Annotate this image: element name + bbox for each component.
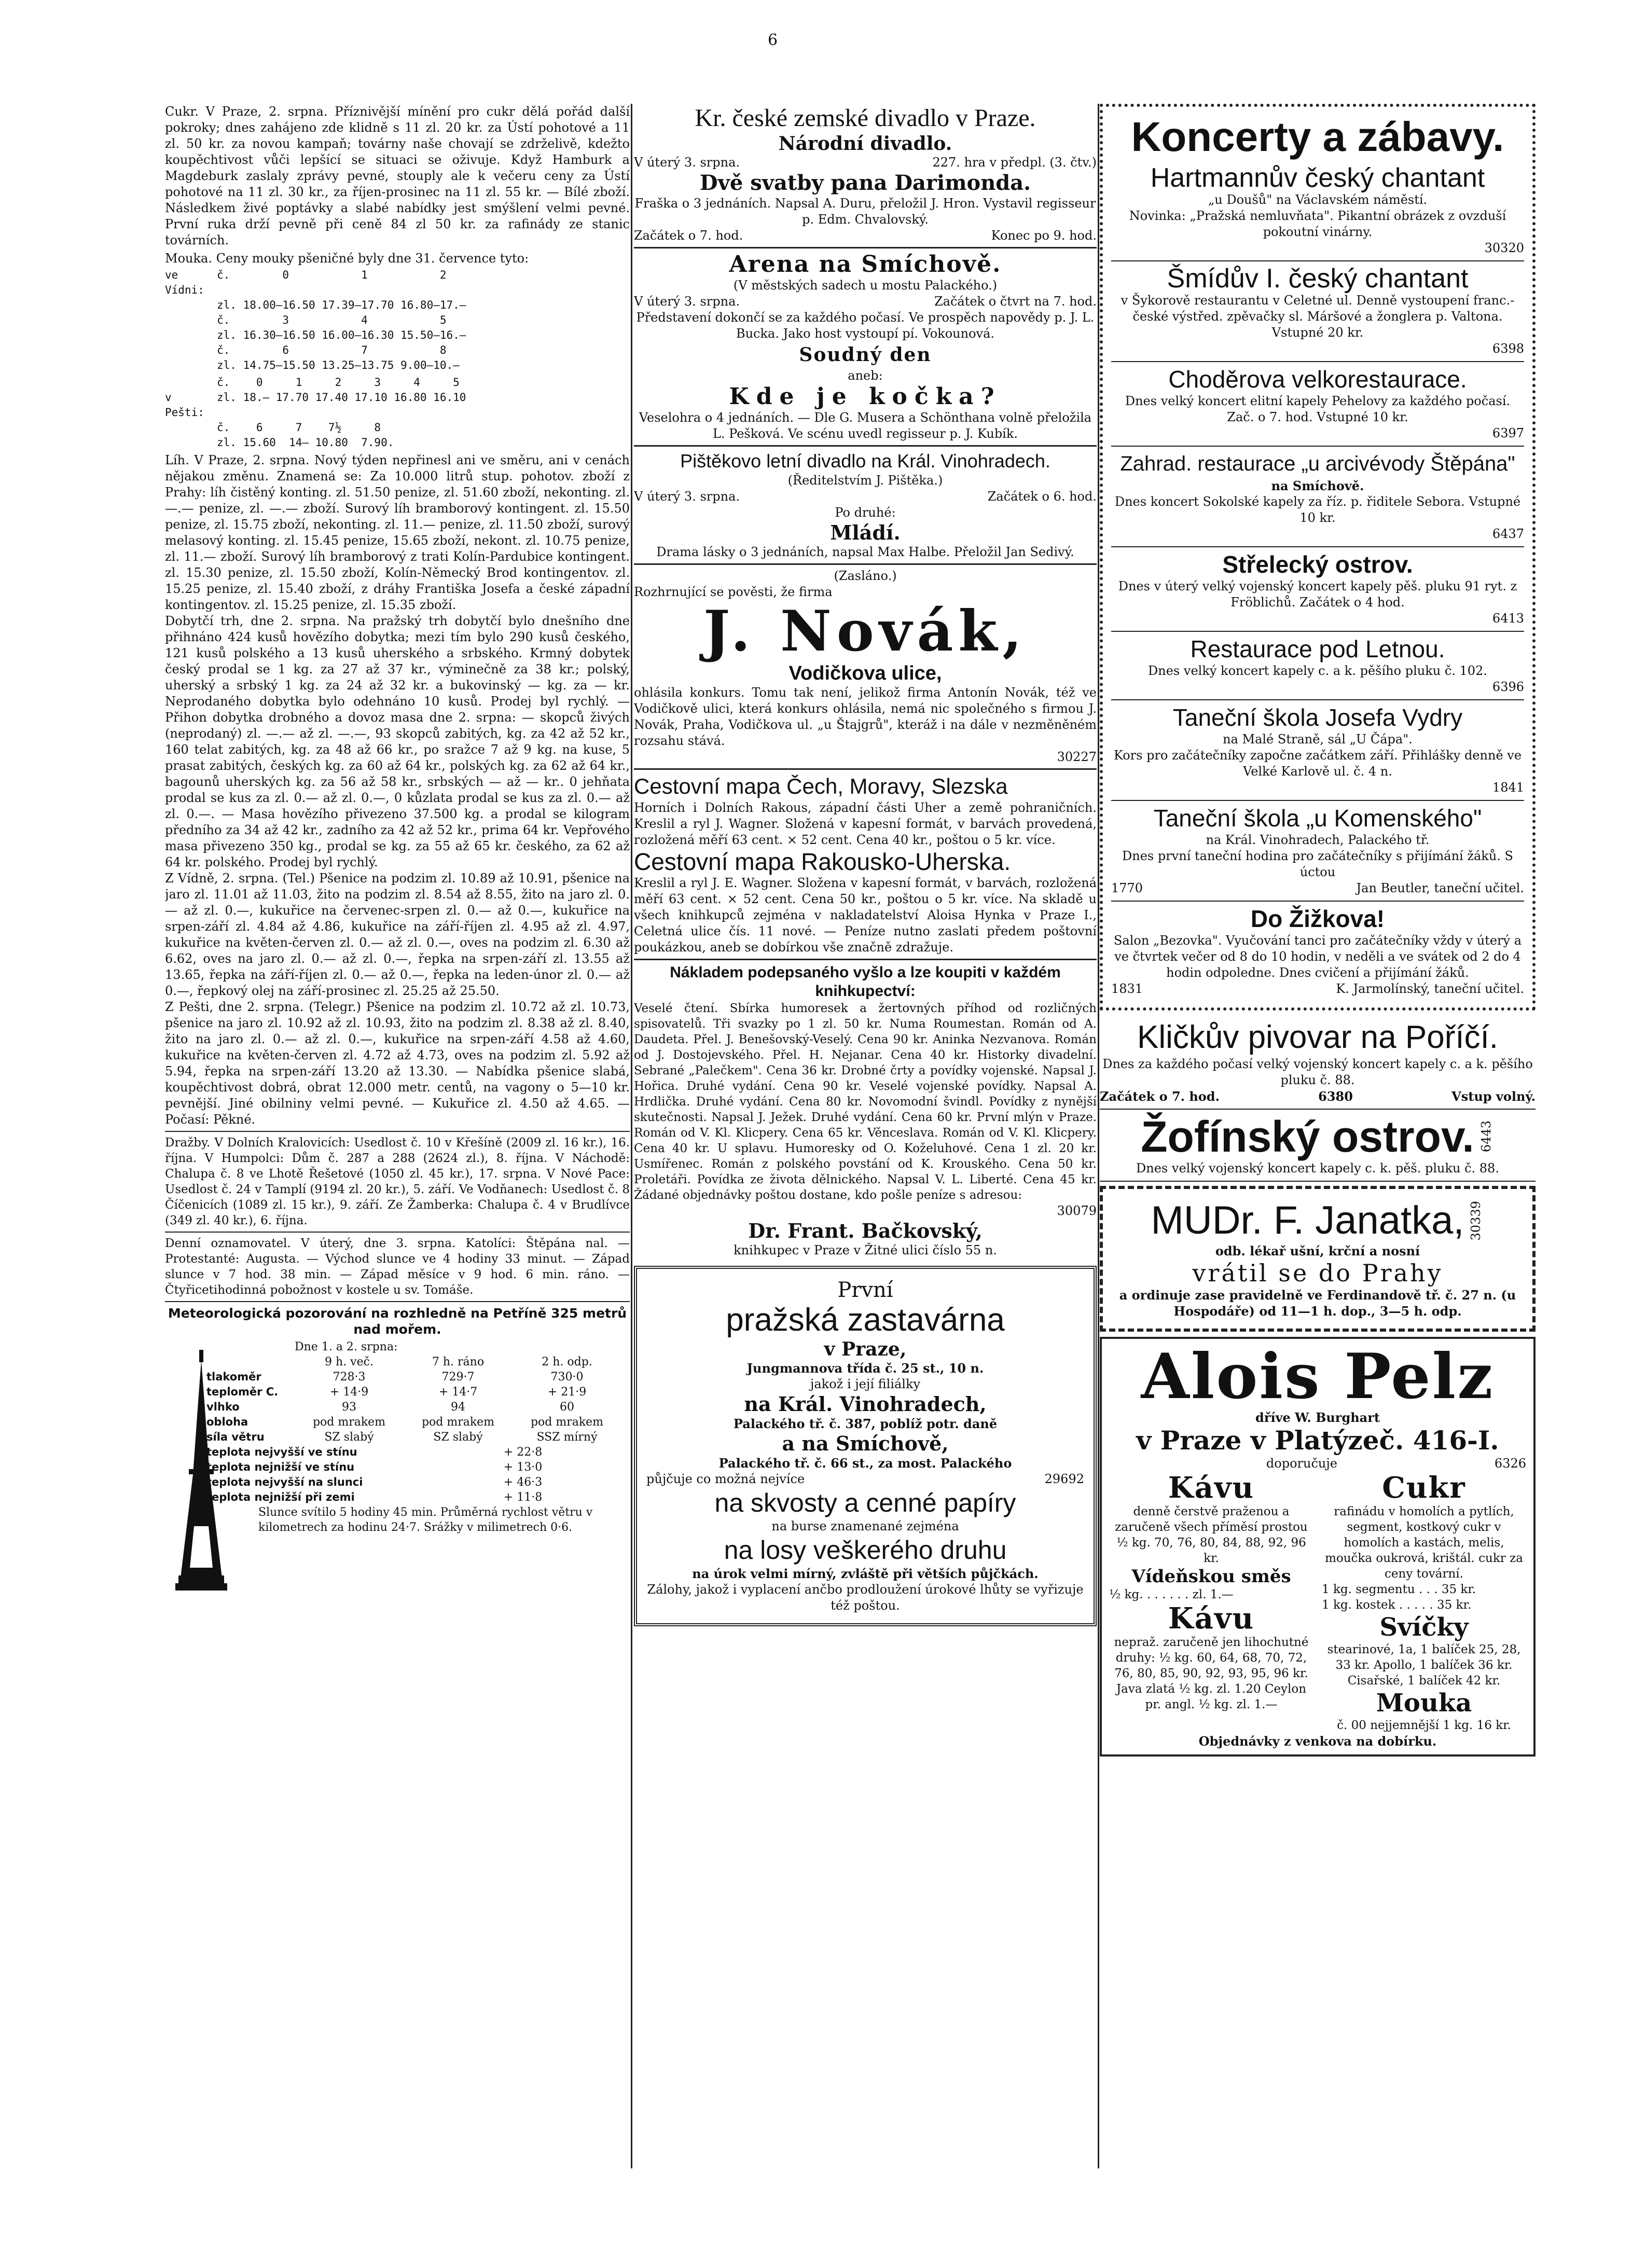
letna-ad [1111,632,1524,700]
sugar-segment-price: 1 kg. segmentu . . . 35 kr. [1322,1583,1476,1596]
pelz-title: Alois Pelz [1141,1340,1495,1413]
pelz-ad [1100,1337,1536,1757]
choder-ad [1111,362,1524,447]
komensky-title: Taneční škola „u Komenského" [1153,805,1482,832]
meteo-key: tlakoměr [206,1371,261,1383]
pistek-start: Začátek o 6. hod. [987,489,1097,504]
vydra-ad [1111,700,1524,801]
sugar-report: Cukr. V Praze, 2. srpna. Příznivější mínění pro cukr dělá pořád další pokroky; dnes zahájeno zde klidně s 11 zl. 20 kr. za Ústí pohotové a 11 zl. 50 kr. za novou kampaň; továrny naše chovají se zdrželivě, kdežto koupěchtivost vůči lepšící se situaci se oživuje. Když Hamburk a Magdeburk zaslaly zprávy pevné, stouply ale k večeru ceny za Ústí pohotové na 11 zl. 30 kr., za říjen-prosinec na 11 zl. 55 kr. — Bílé zboží. Následkem živé poptávky a slabé nabídky jest smýšlení velmi pevné. První ruka drží pevně při ceně 84 zl 50 kr. za rafinády ze stanic továrních. [165,104,630,247]
flour-prices-pest [165,375,630,450]
books-number: 30079 [1057,1204,1097,1218]
klicka-text: Dnes za každého počasí velký vojenský koncert kapely c. a k. pěšího pluku č. 88. [1102,1057,1533,1087]
komensky-number: 1770 [1111,881,1143,895]
meteo-val: + 11·8 [503,1491,543,1504]
janatka-specialty: odb. lékař ušní, krční a nosní [1215,1243,1420,1259]
books-address: knihkupec v Praze v Žitné ulici číslo 55 n. [734,1243,997,1257]
theatre-performance: 227. hra v předpl. (3. čtv.) [932,155,1097,170]
komensky-ad [1111,801,1524,902]
pawnshop-line-5: Zálohy, jakož i vyplacení ančbo prodloužení úrokové lhůty se vyřizuje též poštou. [647,1582,1084,1613]
choder-number: 6397 [1492,426,1524,440]
daily-notices: Denní oznamovatel. V úterý, dne 3. srpna. Katolíci: Štěpána nal. — Protestanté: Augusta. — Východ slunce ve 4 hodiny 33 minut. — Západ slunce v 7 hod. 38 min. — Západ měsíce v 9 hod. 6 min. ráno. — Čtyřicetihodinná pobožnost v kostele u sv. Tomáše. [165,1237,630,1297]
meteo-val: SZ slabý [324,1431,374,1444]
vienna-label: ve Vídni: [165,269,204,296]
books-list: Veselé čtení. Sbírka humoresek a žertovných příhod od rozličných spisovatelů. Tři svazky po 1 zl. 50 kr. Numa Roumestan. Román od A. Daudeta. Přel. J. Benešovský-Veselý. Cena 90 kr. Aninka Nezvanova. Román od J. Dostojevského. Přel. H. Nejanar. Cena 40 kr. Historky divadelní. Sebrané „Palečkem". Cena 36 kr. Drobné črty a povídky vojenské. Napsal J. Hořica. Druhé vydání. Cena 90 kr. Veselé vojenské povídky. Napsal A. Hrdlička. Druhé vydání. Cena 80 kr. Novomodní švindl. Povídky z nynější skutečnosti. Napsal J. Ježek. Druhé vydání. Cena 60 kr. První mlýn v Praze. Román od V. Kl. Klicpery. Cena 65 kr. Věnceslava. Román od V. Kl. Klicpery. Cena 40 kr. U splavu. Humoresky od O. Koželuhové. Cena 1 zl. 20 kr. Usmířenec. Román z polského povstání od K. Krouského. Cena 50 kr. Proletáři. Povídka ze života dělnického. Napsal V. L. Liberté. Cena 45 kr. Žádané objednávky poštou dostane, kdo pošle peníze s adresou: [634,1002,1097,1202]
flour-text: č. 00 nejjemnější 1 kg. 16 kr. [1337,1719,1511,1732]
pawnshop-address: Jungmannova třída č. 25 st., 10 n. [746,1361,984,1376]
klicka-ad [1100,1011,1536,1110]
pawnshop-line-3: na losy veškerého druhu [724,1536,1007,1565]
map-czech-text: Horních i Dolních Rakous, západní části Uher a země pohraničních. Kreslil a ryl J. Wagner. Složená v kapesní formát, v barvách provedená, rozložená měří 63 cent. × 52 cent. Cena 40 kr., poštou o 5 kr. více. [634,800,1097,847]
concerts-box [1100,104,1536,1011]
meteo-col: 9 h. več. [325,1356,374,1368]
arena-smichov [634,248,1097,447]
pelz-formerly: dříve W. Burghart [1255,1410,1380,1425]
map-austria-text: Kreslil a ryl J. E. Wagner. Složena v kapesní formát, v barvách, rozložená měří 63 cent. × 52 cent. Cena 50 kr., poštou o 5 kr. více. Na skladě u všech knihkupců zejména v nakladatelství Aloisa Hynka v Praze I., Celetná ulice čís. 11 nové. — Peníze nutno zaslati předem poštovní poukázkou, aneb se dobírkou vše značně zdražuje. [634,876,1097,955]
pawnshop-vinohrady-address: Palackého tř. č. 387, poblíž potr. daně [733,1416,998,1431]
price-row: zl. 18.00—16.50 17.39—17.70 16.80—17.— [217,299,466,311]
entertainment-column [1100,104,1536,2168]
page-number: 6 [768,31,778,49]
novak-number: 30227 [1057,750,1097,764]
spirit-report: Líh. V Praze, 2. srpna. Nový týden nepřinesl ani ve směru, ani v cenách nějakou změnu. Znamená se: Za 10.000 litrů stup. pohotov. zboží z Prahy: líh čistěný konting. zl. 51.50 penize, zl. 51.60 zboží, nekonting. zl. —.— penize, zl. —.— zboží. Surový líh bramborový kontingent. zl. 15.50 penize, zl. 15.75 zboží, nekonting. zl. 11.— penize, zl. 11.50 zboží, surový melasový konting. zl. 15.45 penize, 15.65 zboží, nekont. zl. 10.75 penize, zl. 11.— zboží. Surový líh bramborový z trati Kolín-Pardubice kontingent. zl. 15.30 penize, zl. 15.50 zboží, Kolín-Německý Brod kontingentov. zl. 15.25 penize, zl. 15.40 zboží, z dráhy Františka Josefa a české západní kontingentov. zl. 15.25 penize, zl. 15.35 zboží. [165,453,630,612]
pistek-theatre [634,447,1097,565]
strelecky-number: 6413 [1492,611,1524,626]
klicka-free: Vstup volný. [1451,1089,1536,1104]
vydra-subtitle: na Malé Straně, sál „U Čápa". [1223,732,1413,746]
arena-play-2: Kde je kočka? [729,383,1002,410]
meteo-key: obloha [206,1416,248,1428]
pistek-first: Po druhé: [835,505,896,520]
map-austria-title: Cestovní mapa Rakousko-Uherska. [634,848,1011,875]
books-signature: Dr. Frant. Bačkovský, [748,1219,983,1242]
column-rule-right [1098,104,1099,2168]
coffee-text: denně čerstvě praženou a zaručeně všech příměsí prostou ½ kg. 70, 76, 80, 84, 88, 92, 96 kr. [1115,1505,1308,1565]
meteo-block [165,1339,630,1599]
arena-play-1: Soudný den [799,344,932,366]
theatre-day: V úterý 3. srpna. [634,155,740,170]
klicka-title: Kličkův pivovar na Poříčí. [1137,1019,1499,1055]
meteo-val: pod mrakem [421,1416,495,1429]
cattle-market-report: Dobytčí trh, dne 2. srpna. Na pražský trh dobytčí bylo dnešního dne přihnáno 424 kusů hovězího dobytka; mezi tím bylo 290 kusů českého, 121 kusů polského a 13 kusů uherského a srbského. Krmný dobytek český prodal se 1 kg. za 27 až 37 kr., výminečně za 38 kr.; polský, uherský a srbský 1 kg. za 24 až 32 kr. a bukovinský — kg. za — kr. Neprodaného dobytka bylo odehnáno 10 kusů. Prodej byl rychlý. — Přihon dobytka drobného a dovoz masa dne 2. srpna: — skopců živých (neprodaný) zl. —.— až zl. —.—, 93 skopců zabitých, kg. za 42 až 52 kr., 160 telat zabitých, kg. za 48 až 66 kr., po sražce 7 až 9 kg. na kuse, 5 prasat zabitých, českých kg. za 60 až 64 kr., polských kg. za 62 až 64 kr., bagounů uherských kg. za 56 až 58 kr., srbských — až — kr.. 0 jehňata prodal se kus za zl. 0.— až zl. 0.—, 0 kůzlata prodal se kus za zl. 0.— až zl. 0.—. — Masa hovězího přivezeno 37.500 kg. a prodal se kilogram předního za 34 až 42 kr., zadního za 42 až 52 kr., prima 64 kr. Vepřového masa přivezeno 350 kg., prodal se kg. za 55 až 65 kr. českého, za 62 až 64 kr. polského. Prodej byl rychlý. [165,614,630,869]
pistek-subtitle: (Ředitelstvím J. Pištěka.) [787,473,943,488]
pelz-address: v Praze v Platýzeč. 416-I. [1136,1425,1499,1456]
meteo-key: teplota nejnižší ve stínu [206,1461,355,1473]
pawnshop-line-2: na burse znamenané zejména [771,1519,959,1533]
meteo-val: + 22·8 [503,1446,543,1459]
vydra-number: 1841 [1492,780,1524,795]
zofin-title: Žofínský ostrov. [1141,1112,1474,1161]
meteo-val: 94 [451,1401,465,1414]
janatka-returned: vrátil se do Prahy [1192,1259,1443,1287]
market-news-column [165,104,630,2168]
novak-street: Vodičkova ulice, [789,662,942,684]
klicka-start: Začátek o 7. hod. [1100,1089,1220,1104]
stepan-text: Dnes koncert Sokolské kapely za říz. p. řiditele Sebora. Vstupné 10 kr. [1114,494,1521,525]
meteo-key: teplota nejvyšší na slunci [206,1476,363,1488]
meteo-val: 60 [560,1401,574,1414]
meteo-val: SSZ mírný [536,1431,598,1444]
meteo-footer: Slunce svítilo 5 hodiny 45 min. Průměrná rychlost větru v kilometrech za hodinu 24·7. Srážky v milimetrech 0·6. [258,1506,593,1534]
vydra-text: Kors pro začátečníky započne začátkem září. Přihlášky denně ve Velké Karlově ul. č. 4 n. [1113,748,1522,779]
price-row: zl. 18.— 17.70 17.40 17.10 16.80 16.10 [217,391,466,404]
pawnshop-ad [634,1266,1097,1626]
meteo-date: Dne 1. a 2. srpna: [295,1340,398,1353]
auctions: Dražby. V Dolních Kralovicích: Usedlost č. 10 v Křešíně (2009 zl. 16 kr.), 16. října. V Humpolci: Dům č. 287 a 288 (2624 zl.), 8. října. V Náchodě: Chalupa č. 8 ve Lhotě Řešetové (1050 zl. 45 kr.), 17. srpna. V Nové Pace: Usedlost č. 24 v Tamplí (9194 zl. 20 kr.), 5. září. Ve Vodňanech: Usedlost č. 8 Číčenicích (1089 zl. 15 kr.), 9. září. Ze Žamberka: Chalupa č. 4 v Brudlívce (349 zl. 40 kr.), 6. října. [165,1136,630,1227]
hartmann-subtitle: „u Doušů" na Václavském náměstí. [1208,192,1428,207]
zofin-ad [1100,1110,1536,1182]
price-row: č. 6 7 7½ 8 [217,421,381,434]
arena-title: Arena na Smíchově. [729,251,1002,278]
meteo-val: SZ slabý [433,1431,483,1444]
flour-prices-vienna [165,268,630,373]
meteo-val: pod mrakem [312,1416,386,1429]
pelz-number: 6326 [1494,1456,1526,1471]
arena-day: V úterý 3. srpna. [634,294,740,309]
arena-start: Začátek o čtvrt na 7. hod. [934,294,1097,309]
novak-name: J. Novák, [703,599,1027,664]
books-ad [634,960,1097,1262]
meteo-val: 93 [342,1401,356,1414]
pawnshop-line-4: na úrok velmi mírný, zvláště při větších půjčkách. [692,1566,1039,1581]
pistek-description: Drama lásky o 3 jednáních, napsal Max Halbe. Přeložil Jan Sedivý. [656,545,1074,559]
sugar-text: rafinádu v homolích a pytlích, segment, kostkový cukr v homolích a kastách, melis, moučka oukrová, krištál. cukr za ceny tovární. [1325,1505,1523,1581]
janatka-number: 30339 [1469,1200,1484,1241]
meteo-val: pod mrakem [530,1416,604,1429]
sugar-heading: Cukr [1382,1471,1466,1505]
smid-title: Šmídův I. český chantant [1167,264,1469,294]
price-row: zl. 16.30—16.50 16.00—16.30 15.50—16.— [217,329,466,341]
novak-intro: Rozhrnující se pověsti, že firma [634,585,833,599]
klicka-number: 6380 [1318,1089,1353,1104]
pistek-day: V úterý 3. srpna. [634,489,740,504]
komensky-text: Dnes první taneční hodina pro začátečníky s přijímání žáků. S úctou [1122,849,1513,879]
meteo-val: 729·7 [441,1371,475,1384]
candles-text: stearinové, 1a, 1 balíček 25, 28, 33 kr. Apollo, 1 balíček 36 kr. Cisařské, 1 balíček 42 kr. [1327,1643,1521,1688]
vienna-mix-heading: Vídeňskou směs [1131,1566,1291,1587]
letna-number: 6396 [1492,680,1524,694]
national-theatre [634,104,1097,248]
choder-title: Choděrova velkorestaurace. [1168,366,1467,393]
pawnshop-filials: jakož i její filiálky [810,1377,921,1391]
price-row: č. 0 1 2 [217,269,447,281]
pistek-title: Pištěkovo letní divadlo na Král. Vinohradech. [680,450,1050,472]
hartmann-number: 30320 [1484,241,1524,255]
janatka-title: MUDr. F. Janatka, [1151,1198,1464,1242]
sugar-cube-price: 1 kg. kostek . . . . . 35 kr. [1322,1598,1472,1612]
smid-ad [1111,261,1524,362]
komensky-signature: Jan Beutler, taneční učitel. [1356,881,1524,895]
price-row: zl. 14.75—15.50 13.25—13.75 9.00—10.— [217,359,460,371]
choder-text: Dnes velký koncert elitní kapely Pehelovy za každého počasí. Zač. o 7. hod. Vstupné 10 kr. [1125,394,1511,424]
zofin-text: Dnes velký vojenský koncert kapely c. k. pěš. pluku č. 88. [1136,1161,1499,1176]
pest-label: v Pešti: [165,391,204,419]
raw-coffee-heading: Kávu [1168,1601,1255,1636]
pelz-recommends: doporučuje [1266,1456,1338,1471]
pawnshop-vinohrady: na Král. Vinohradech, [744,1392,987,1416]
letna-text: Dnes velký koncert kapely c. a k. pěšího pluku č. 102. [1148,663,1487,678]
zofin-number: 6443 [1478,1121,1493,1153]
price-row: zl. 15.60 14— 10.80 7.90. [217,436,394,449]
theatre-subheading: Národní divadlo. [778,133,952,155]
play-end: Konec po 9. hod. [991,228,1097,243]
meteo-val: + 13·0 [503,1461,543,1474]
meteo-key: teplota nejnižší při zemi [206,1491,355,1503]
meteo-key: síla větru [206,1431,265,1443]
arena-text: Představení dokončí se za každého počasí. Ve prospěch napovědy p. J. L. Bucka. Jako host vystoupí pí. Vokounová. [636,310,1095,341]
books-heading: Nákladem podepsaného vyšlo a lze koupiti v každém knihkupectví: [670,964,1061,1000]
pawnshop-lends: půjčuje co možná nejvíce [646,1472,805,1486]
candles-heading: Svíčky [1379,1613,1469,1642]
pawnshop-smichov: a na Smíchově, [782,1432,949,1455]
strelecky-title: Střelecký ostrov. [1222,551,1413,578]
zizkov-text: Salon „Bezovka". Vyučování tanci pro začátečníky vždy v úterý a ve čtvrtek večer od 8 do 10 hodin, v neděli a ve svátek od 2 do 4 hodin odpoledne. Dnes cvičení a přijímání žáků. [1113,933,1522,980]
meteo-val: + 14·7 [438,1386,478,1399]
theatre-heading: Kr. české zemské divadlo v Praze. [695,104,1036,132]
pawnshop-number: 29692 [1044,1472,1084,1486]
meteo-val: 728·3 [333,1371,366,1384]
price-row: č. 6 7 8 [217,344,447,356]
meteo-table [206,1339,621,1535]
zizkov-signature: K. Jarmolínský, taneční učitel. [1336,981,1524,996]
coffee-heading: Kávu [1168,1471,1255,1505]
strelecky-ad [1111,547,1524,632]
meteo-key: teploměr C. [206,1386,279,1398]
meteo-val: + 46·3 [503,1476,543,1489]
meteo-val: 730·0 [550,1371,584,1384]
pawnshop-city: v Praze, [824,1338,907,1360]
pest-grain-report: Z Pešti, dne 2. srpna. (Telegr.) Pšenice na podzim zl. 10.72 až zl. 10.73, pšenice na jaro zl. 10.92 až zl. 10.93, žito na podzim zl. 8.38 až zl. 8.40, žito na jaro zl. 0.— až zl. 0.—, kukuřice na srpen-září 4.58 až 4.60, kukuřice na květen-červen zl. 4.72 až 4.73, oves na podzim zl. 5.92 až 5.94, řepka na srpen-září 13.20 až 13.30. — Nabídka pšenice slabá, koupěchtivost dobrá, obrat 12.000 metr. centů, na vagony o 5—10 kr. pevnější. Jiné obilniny velmi pevné. — Kukuřice zl. 4.50 až 4.65. — Počasí: Pěkné. [165,1000,630,1127]
hartmann-title: Hartmannův český chantant [1150,163,1485,193]
map-czech-title: Cestovní mapa Čech, Moravy, Slezska [634,774,1008,798]
stepan-number: 6437 [1492,527,1524,541]
concerts-heading: Koncerty a zábavy. [1131,114,1504,160]
vydra-title: Taneční škola Josefa Vydry [1172,704,1463,731]
meteo-col: 7 h. ráno [432,1356,485,1368]
meteo-title: Meteorologická pozorování na rozhledně na Petříně 325 metrů nad mořem. [168,1306,627,1337]
flour-report: Mouka. Ceny mouky pšeničné byly dne 31. července tyto: [165,251,529,266]
smid-number: 6398 [1492,341,1524,356]
stepan-ad [1111,447,1524,547]
maps-ad [634,770,1097,960]
janatka-hours: a ordinuje zase pravidelně ve Ferdinandově tř. č. 27 n. (u Hospodáře) od 11—1 h. dop., 3—5 h. odp. [1119,1288,1516,1319]
vienna-grain-report: Z Vídně, 2. srpna. (Tel.) Pšenice na podzim zl. 10.89 až 10.91, pšenice na jaro zl. 11.01 až 11.03, žito na podzim zl. 8.54 až 8.55, žito na jaro zl. 0.— až zl. 0.—, kukuřice na červenec-srpen zl. 0.— až 0.—, kukuřice na srpen-září zl. 4.84 až 4.86, kukuřice na září-říjen zl. 4.95 až zl. 4.97, kukuřice na květen-červen zl. 0.— až zl. 0.—, oves na podzim zl. 6.30 až 6.62, oves na jaro zl. 0.— až zl. 0.—, řepka na srpen-září zl. 13.55 až 13.65, řepka na září-říjen zl. 0.— až 0.—, řepka na leden-únor zl. 0.— až 0.—, řepkový olej na září-prosinec zl. 25.25 až 25.50. [165,871,630,998]
zaslano: (Zasláno.) [834,569,897,583]
mail-orders: Objednávky z venkova na dobírku. [1198,1734,1437,1749]
komensky-subtitle: na Král. Vinohradech, Palackého tř. [1206,833,1430,847]
pawnshop-smichov-address: Palackého tř. č. 66 st., za most. Palackého [718,1456,1012,1471]
hartmann-ad [1111,161,1524,261]
flour-heading: Mouka [1376,1689,1472,1718]
arena-description: Veselohra o 4 jednáních. — Dle G. Musera a Schönthana volně přeložila L. Pešková. Ve scénu uvedl regisseur p. J. Kubík. [639,410,1092,441]
column-rule-left [631,104,632,2168]
zizkov-title: Do Žižkova! [1250,905,1385,932]
vienna-mix-price: ½ kg. . . . . . . zl. 1.— [1109,1588,1234,1601]
hartmann-text: Novinka: „Pražská nemluvňata". Pikantní obrázek z ovzduší pokoutní vinárny. [1129,209,1506,239]
pawnshop-title: pražská zastavárna [726,1302,1005,1338]
price-row: č. 3 4 5 [217,314,447,326]
janatka-ad [1100,1186,1536,1332]
arena-subtitle: (V městských sadech u mostu Palackého.) [733,278,998,293]
play-description: Fraška o 3 jednáních. Napsal A. Duru, přeložil J. Hron. Vystavil regisseur p. Edm. Chvalovský. [634,196,1096,227]
zizkov-ad [1111,902,1524,1001]
meteo-col: 2 h. odp. [542,1356,592,1368]
smid-text: v Šykorově restaurantu v Celetné ul. Denně vystoupení franc.-české výstřed. zpěvačky sl. Máršové a žonglera p. Valtona. Vstupné 20 kr. [1121,293,1515,340]
zizkov-number: 1831 [1111,981,1143,996]
arena-or: aneb: [848,368,883,383]
meteo-val: + 14·9 [329,1386,369,1399]
novak-notice [634,565,1097,770]
price-row: č. 0 1 2 3 4 5 [217,376,460,389]
play-title: Dvě svatby pana Darimonda. [699,171,1031,195]
letna-title: Restaurace pod Letnou. [1190,635,1445,662]
meteo-key: vlhko [206,1401,240,1413]
theatre-and-ads-column [634,104,1097,2168]
meteo-key: teplota nejvyšší ve stínu [206,1446,357,1458]
stepan-subtitle: na Smíchově. [1271,478,1364,493]
raw-coffee-text: nepraž. zaručeně jen lihochutné druhy: ½ kg. 60, 64, 68, 70, 72, 76, 80, 85, 90, 92, 93, 95, 96 kr. Java zlatá ½ kg. zl. 1.20 Ceylon pr. angl. ½ kg. zl. 1.— [1114,1636,1309,1711]
pawnshop-first: První [837,1278,893,1302]
meteo-val: + 21·9 [547,1386,587,1399]
stepan-title: Zahrad. restaurace „u arcivévody Štěpána" [1120,452,1515,475]
novak-text: ohlásila konkurs. Tomu tak není, jelikož firma Antonín Novák, též ve Vodičkově ulici, která konkurs ohlásila, nemá nic společného s firmou J. Novák, Praha, Vodičkova ul. „u Štajgrů", kteráž i na dále v nezměněném rozsahu stává. [634,685,1097,748]
pawnshop-line-1: na skvosty a cenné papíry [714,1488,1016,1517]
play-start: Začátek o 7. hod. [634,228,743,243]
strelecky-text: Dnes v úterý velký vojenský koncert kapely pěš. pluku 91 ryt. z Fröblichů. Začátek o 4 hod. [1118,579,1517,610]
pistek-play: Mládí. [830,521,901,544]
